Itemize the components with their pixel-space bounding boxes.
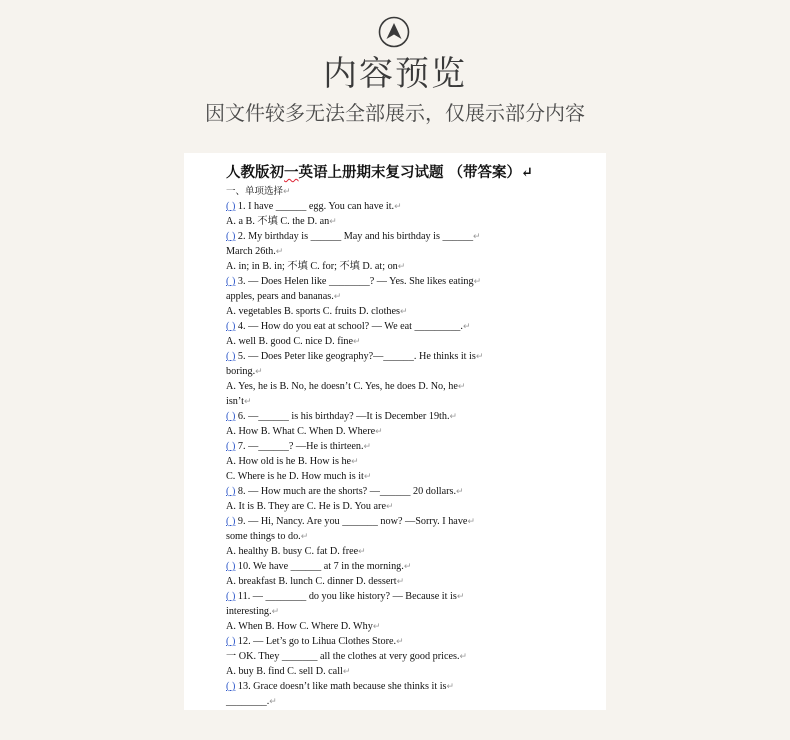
answer-blank: ( )	[226, 201, 236, 212]
line-text: A. vegetables B. sports C. fruits D. clothes	[226, 306, 401, 317]
compass-logo-icon	[378, 16, 410, 48]
line-text: 4. — How do you eat at school? — We eat _________.	[235, 321, 463, 332]
paragraph-mark-icon: ↵	[456, 486, 464, 496]
document-line	[226, 664, 596, 679]
document-line	[226, 694, 596, 709]
paragraph-mark-icon: ↵	[521, 164, 534, 181]
line-text: A. It is B. They are C. He is D. You are	[226, 501, 386, 512]
paragraph-mark-icon: ↵	[275, 246, 284, 256]
document-line	[226, 589, 596, 604]
paragraph-mark-icon: ↵	[255, 366, 263, 376]
paragraph-mark-icon: ↵	[363, 441, 372, 451]
answer-blank: ( )	[226, 561, 236, 572]
document-line	[226, 424, 596, 439]
document-line	[226, 559, 596, 574]
document-line	[226, 319, 596, 334]
line-text: C. Where is he D. How much is it	[226, 471, 364, 482]
document-line	[226, 529, 596, 544]
paragraph-mark-icon: ↵	[459, 651, 468, 661]
document-line	[226, 409, 596, 424]
line-text: 5. — Does Peter like geography?—______. He thinks it is	[235, 351, 476, 362]
line-text: ________.	[226, 696, 270, 707]
paragraph-mark-icon: ↵	[351, 456, 359, 466]
paragraph-mark-icon: ↵	[457, 381, 466, 391]
document-title-mark: 一	[284, 164, 299, 181]
line-text: 2. My birthday is ______ May and his birthday is ______	[235, 231, 474, 242]
line-text: 1. I have ______ egg. You can have it.	[235, 201, 395, 212]
paragraph-mark-icon: ↵	[353, 336, 361, 346]
line-text: A. well B. good C. nice D. fine	[226, 336, 354, 347]
line-text: 12. — Let’s go to Lihua Clothes Store.	[235, 636, 397, 647]
paragraph-mark-icon: ↵	[372, 621, 381, 631]
paragraph-mark-icon: ↵	[394, 201, 402, 211]
line-text: some things to do.	[226, 531, 301, 542]
document-line	[226, 544, 596, 559]
paragraph-mark-icon: ↵	[283, 187, 291, 197]
answer-blank: ( )	[226, 321, 236, 332]
paragraph-mark-icon: ↵	[397, 261, 406, 271]
line-text: A. buy B. find C. sell D. call	[226, 666, 343, 677]
line-text: 13. Grace doesn’t like math because she thinks it is	[235, 681, 447, 692]
paragraph-mark-icon: ↵	[473, 276, 482, 286]
line-text: 11. — ________ do you like history? — Because it is	[235, 591, 457, 602]
document-line	[226, 679, 596, 694]
paragraph-mark-icon: ↵	[396, 636, 404, 646]
section-heading-text: 一、单项选择	[226, 186, 284, 197]
answer-blank: ( )	[226, 351, 236, 362]
document-title-main: 人教版初	[226, 164, 284, 181]
paragraph-mark-icon: ↵	[396, 576, 405, 586]
answer-blank: ( )	[226, 486, 236, 497]
document-line	[226, 244, 596, 259]
page-subtitle: 因文件较多无法全部展示，仅展示部分内容	[205, 101, 585, 125]
document-line	[226, 484, 596, 499]
answer-blank: ( )	[226, 231, 236, 242]
document-line	[226, 259, 596, 274]
line-text: 7. —______? —He is thirteen.	[235, 441, 364, 452]
paragraph-mark-icon: ↵	[385, 501, 394, 511]
paragraph-mark-icon: ↵	[342, 666, 351, 676]
document-line	[226, 439, 596, 454]
line-text: 一 OK. They _______ all the clothes at very good prices.	[226, 651, 460, 662]
paragraph-mark-icon: ↵	[333, 291, 342, 301]
answer-blank: ( )	[226, 441, 236, 452]
paragraph-mark-icon: ↵	[269, 696, 277, 706]
line-text: interesting.	[226, 606, 272, 617]
paragraph-mark-icon: ↵	[375, 426, 383, 436]
line-text: 10. We have ______ at 7 in the morning.	[235, 561, 404, 572]
answer-blank: ( )	[226, 276, 236, 287]
line-text: 3. — Does Helen like ________? — Yes. She likes eating	[235, 276, 474, 287]
paragraph-mark-icon: ↵	[329, 216, 337, 226]
document-line	[226, 499, 596, 514]
line-text: A. Yes, he is B. No, he doesn’t C. Yes, he does D. No, he	[226, 381, 458, 392]
document-line	[226, 289, 596, 304]
line-text: A. healthy B. busy C. fat D. free	[226, 546, 359, 557]
page-title: 内容预览	[323, 54, 467, 94]
document-line	[226, 379, 596, 394]
paragraph-mark-icon: ↵	[243, 396, 252, 406]
paragraph-mark-icon: ↵	[449, 411, 458, 421]
line-text: A. breakfast B. lunch C. dinner D. dessert	[226, 576, 397, 587]
line-text: March 26th.	[226, 246, 276, 257]
question-lines	[226, 184, 596, 709]
document-line	[226, 514, 596, 529]
paragraph-mark-icon: ↵	[403, 561, 412, 571]
paragraph-mark-icon: ↵	[462, 321, 471, 331]
paragraph-mark-icon: ↵	[446, 681, 455, 691]
paragraph-mark-icon: ↵	[456, 591, 465, 601]
line-text: A. a B. 不填 C. the D. an	[226, 216, 330, 227]
document-line	[226, 574, 596, 589]
answer-blank: ( )	[226, 681, 236, 692]
paragraph-mark-icon: ↵	[363, 471, 372, 481]
document-line	[226, 364, 596, 379]
document-title	[226, 161, 533, 182]
document-line	[226, 274, 596, 289]
paragraph-mark-icon: ↵	[473, 231, 481, 241]
answer-blank: ( )	[226, 411, 236, 422]
document-line	[226, 214, 596, 229]
document-line	[226, 229, 596, 244]
document-line	[226, 469, 596, 484]
document-title-rest: 英语上册期末复习试题 （带答案）	[298, 164, 522, 181]
line-text: A. How B. What C. When D. Where	[226, 426, 376, 437]
document-line	[226, 304, 596, 319]
document-line	[226, 634, 596, 649]
paragraph-mark-icon: ↵	[271, 606, 280, 616]
answer-blank: ( )	[226, 516, 236, 527]
line-text: A. When B. How C. Where D. Why	[226, 621, 373, 632]
line-list	[226, 199, 596, 709]
answer-blank: ( )	[226, 591, 236, 602]
section-heading	[226, 184, 596, 199]
line-text: A. How old is he B. How is he	[226, 456, 352, 467]
paragraph-mark-icon: ↵	[400, 306, 408, 316]
document-line	[226, 649, 596, 664]
document-line	[226, 604, 596, 619]
paragraph-mark-icon: ↵	[358, 546, 366, 556]
document-line	[226, 199, 596, 214]
paragraph-mark-icon: ↵	[300, 531, 309, 541]
line-text: 8. — How much are the shorts? —______ 20 dollars.	[235, 486, 457, 497]
line-text: boring.	[226, 366, 256, 377]
answer-blank: ( )	[226, 636, 236, 647]
line-text: apples, pears and bananas.	[226, 291, 334, 302]
document-line	[226, 394, 596, 409]
paragraph-mark-icon: ↵	[467, 516, 475, 526]
paragraph-mark-icon: ↵	[475, 351, 484, 361]
document-line	[226, 349, 596, 364]
line-text: isn’t	[226, 396, 244, 407]
document-line	[226, 619, 596, 634]
line-text: 9. — Hi, Nancy. Are you _______ now? —Sorry. I have	[235, 516, 468, 527]
document-line	[226, 334, 596, 349]
line-text: A. in; in B. in; 不填 C. for; 不填 D. at; on	[226, 261, 398, 272]
line-text: 6. —______ is his birthday? —It is December 19th.	[235, 411, 450, 422]
document-line	[226, 454, 596, 469]
document-preview	[184, 153, 606, 710]
